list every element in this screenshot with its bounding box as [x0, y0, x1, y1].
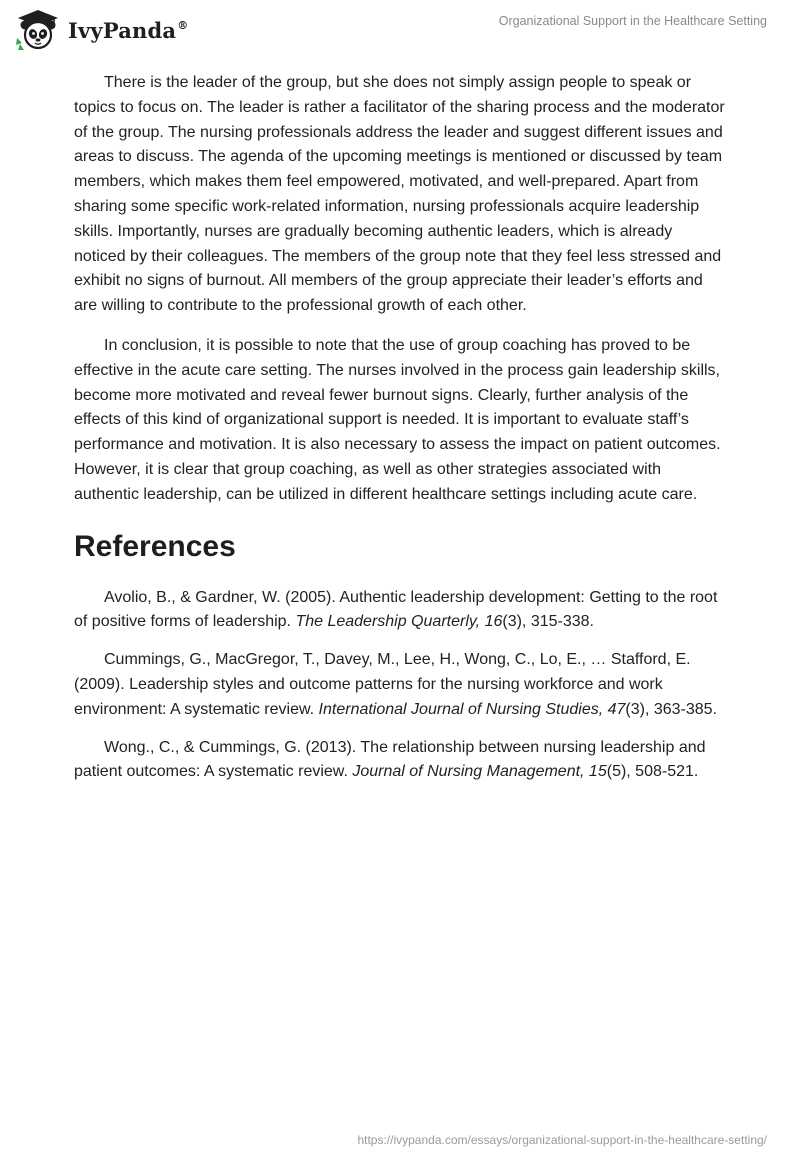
- reference-item: Wong., C., & Cummings, G. (2013). The relationship between nursing leadership and patient outcomes: A systematic review. Journal of Nursing Management, 15(5), 508-521.: [74, 738, 706, 781]
- ivypanda-logo[interactable]: [14, 8, 188, 52]
- references-heading: References: [74, 529, 236, 563]
- document-title: Organizational Support in the Healthcare Setting: [498, 14, 767, 28]
- brand-name: IvyPanda®: [68, 17, 189, 43]
- body-paragraph: In conclusion, it is possible to note that the use of group coaching has proved to be effective in the acute care setting. The nurses involved in the process gain leadership skills, become more motivated and reveal fewer burnout signs. Clearly, further analysis of the effects of this kind of organizational support is needed. It is important to evaluate staff’s performance and motivation. It is also necessary to assess the impact on patient outcomes. However, it is clear that group coaching, as well as other strategies associated with authentic leadership, can be utilized in different healthcare settings including acute care.: [74, 336, 721, 503]
- page-header: [0, 0, 800, 64]
- reference-item: Cummings, G., MacGregor, T., Davey, M., Lee, H., Wong, C., Lo, E., … Stafford, E. (2009). Leadership styles and outcome patterns for the nursing workforce and work environment: A systematic review. International Journal of Nursing Studies, 47(3), 363-385.: [74, 651, 718, 718]
- panda-graduation-cap-icon: [14, 8, 62, 52]
- source-url-link[interactable]: https://ivypanda.com/essays/organizational-support-in-the-healthcare-setting/: [357, 1133, 767, 1147]
- essay-content: [74, 71, 726, 798]
- reference-item: Avolio, B., & Gardner, W. (2005). Authentic leadership development: Getting to the root of positive forms of leadership. The Leadership Quarterly, 16(3), 315-338.: [74, 588, 718, 631]
- body-paragraph: There is the leader of the group, but she does not simply assign people to speak or topics to focus on. The leader is rather a facilitator of the sharing process and the moderator of the group. The nursing professionals address the leader and suggest different issues and areas to discuss. The agenda of the upcoming meetings is mentioned or discussed by team members, which makes them feel empowered, motivated, and well-prepared. Apart from sharing some specific work-related information, nursing professionals acquire leadership skills. Importantly, nurses are gradually becoming authentic leaders, which is already noticed by their colleagues. The members of the group note that they feel less stressed and exhibit no signs of burnout. All members of the group appreciate their leader’s efforts and are willing to contribute to the professional growth of each other.: [74, 74, 725, 315]
